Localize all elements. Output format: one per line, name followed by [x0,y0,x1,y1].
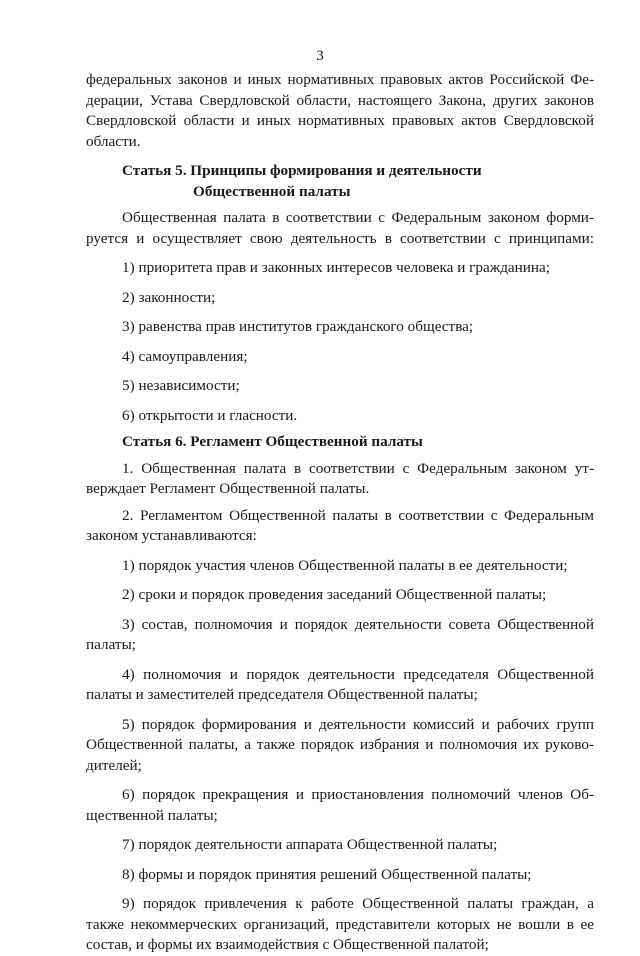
text-line: также некоммерческих организаций, представители которых не вошли в ее [86,915,594,933]
page-number: 3 [316,48,324,64]
text-line: Свердловской области и иных нормативных правовых актов Свердловской [86,112,594,129]
principle-item: 2) законности; [122,288,216,306]
article-6-heading: Статья 6. Регламент Общественной палаты [122,433,423,450]
text-line: состав, и формы их взаимодействия с Общественной палатой; [86,936,489,953]
text-line: дителей; [86,756,142,774]
principle-item: 1) приоритета прав и законных интересов человека и гражданина; [122,259,551,276]
text-line: палаты и заместителей председателя Общественной палаты; [86,686,478,703]
text-line: Общественной палаты, а также порядок избрания и полномочия их руково- [86,736,594,753]
text-line: 9) порядок привлечения к работе Общественной палаты граждан, а [122,895,594,912]
text-line: 5) порядок формирования и деятельности комиссий и рабочих групп [122,715,594,733]
text-line: верждает Регламент Общественной палаты. [86,480,370,497]
text-line: 3) состав, полномочия и порядок деятельности совета Общественной [122,615,594,633]
regulation-item: 2) сроки и порядок проведения заседаний Общественной палаты; [122,586,547,603]
text-line: 6) порядок прекращения и приостановления полномочий членов Об- [122,786,594,803]
page-body [86,70,594,956]
text-line: федеральных законов и иных нормативных правовых актов Российской Фе- [86,71,594,88]
principle-item: 5) независимости; [122,377,240,394]
principle-item: 6) открытости и гласности. [122,406,298,424]
article-6-point-2 [86,506,594,547]
regulation-item [86,615,594,656]
text-line: Общественная палата в соответствии с Федеральным законом форми- [122,209,594,226]
regulation-item [86,894,594,956]
text-line: щественной палаты; [86,806,218,824]
text-line: дерации, Устава Свердловской области, настоящего Закона, других законов [86,91,594,109]
principle-item: 3) равенства прав институтов гражданского общества; [122,318,474,335]
regulation-item [86,785,594,826]
regulation-item: 1) порядок участия членов Общественной палаты в ее деятельности; [122,556,568,574]
text-line: законом устанавливаются: [86,527,257,544]
article-5-heading: Статья 5. Принципы формирования и деятельности [122,162,482,179]
regulation-item [86,715,594,777]
regulation-item: 8) формы и порядок принятия решений Общественной палаты; [122,865,532,883]
article-5-heading-cont: Общественной палаты [193,182,351,200]
article-5-paragraph [86,208,594,249]
text-line: 4) полномочия и порядок деятельности председателя Общественной [122,665,594,683]
text-line: руется и осуществляет свою деятельность в соответствии с принципами: [86,229,594,247]
paragraph-intro [86,70,594,152]
text-line: 2. Регламентом Общественной палаты в соответствии с Федеральным [122,506,594,524]
article-6-point-1 [86,459,594,500]
text-line: палаты; [86,636,136,653]
regulation-item [86,665,594,706]
text-line: 1. Общественная палата в соответствии с Федеральным законом ут- [122,459,594,477]
regulation-item: 7) порядок деятельности аппарата Общественной палаты; [122,836,498,853]
principle-item: 4) самоуправления; [122,347,248,365]
text-line: области. [86,132,141,150]
